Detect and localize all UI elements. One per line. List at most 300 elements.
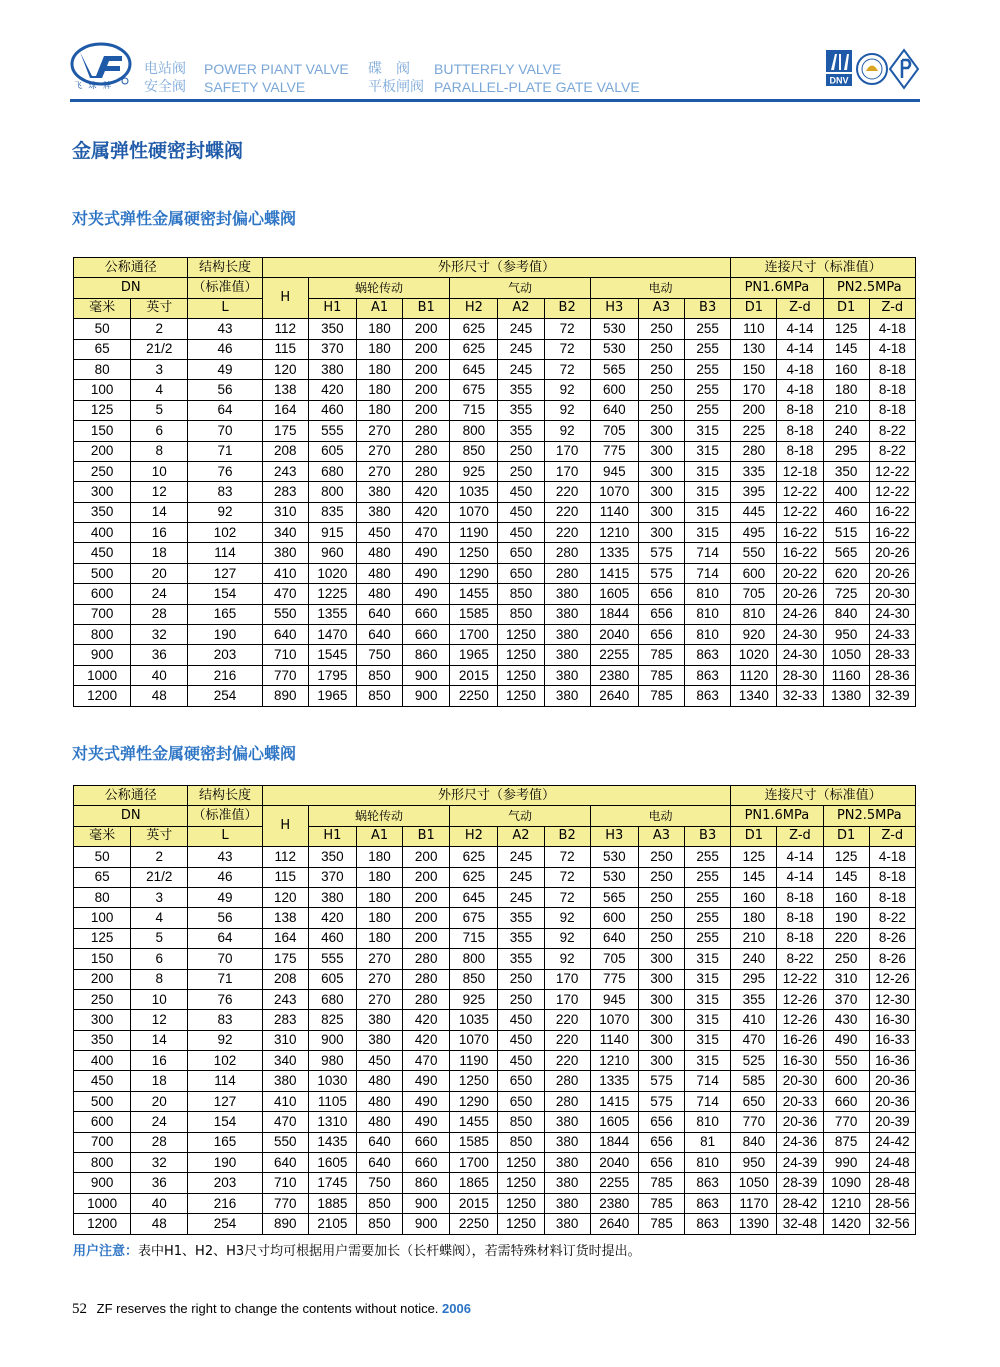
table-cell: 200 <box>74 441 131 461</box>
table-cell: 1200 <box>74 686 131 706</box>
table-row <box>74 400 916 420</box>
table-cell: 92 <box>544 908 590 928</box>
table-cell: 20-26 <box>777 584 823 604</box>
header-col: A2 <box>498 298 544 318</box>
table-cell: 605 <box>308 441 356 461</box>
table-cell: 565 <box>590 359 638 379</box>
table-cell: 125 <box>823 847 869 867</box>
table-cell: 890 <box>262 686 308 706</box>
table-row <box>74 928 916 948</box>
table-cell: 250 <box>498 989 544 1009</box>
table-cell: 40 <box>131 1193 188 1213</box>
page-title: 金属弹性硬密封蝶阀 <box>72 140 244 162</box>
table-row <box>74 604 916 624</box>
table-row <box>74 645 916 665</box>
table-cell: 850 <box>356 1214 402 1234</box>
table-cell: 420 <box>403 502 450 522</box>
table-cell: 255 <box>685 359 731 379</box>
table-cell: 800 <box>74 1153 131 1173</box>
table-cell: 450 <box>356 1051 402 1071</box>
table-cell: 950 <box>731 1153 777 1173</box>
table-cell: 770 <box>823 1112 869 1132</box>
table-cell: 114 <box>188 543 262 563</box>
header-col: A1 <box>356 298 402 318</box>
table-cell: 380 <box>544 1214 590 1234</box>
table-cell: 2640 <box>590 686 638 706</box>
table-cell: 280 <box>544 543 590 563</box>
table-cell: 1310 <box>308 1112 356 1132</box>
table-cell: 380 <box>544 645 590 665</box>
table-cell: 92 <box>544 928 590 948</box>
table-cell: 4-18 <box>869 847 915 867</box>
table-cell: 640 <box>590 928 638 948</box>
table-row <box>74 1153 916 1173</box>
table-cell: 200 <box>403 887 450 907</box>
table-cell: 49 <box>188 359 262 379</box>
header-h: H <box>262 806 308 847</box>
table-cell: 490 <box>403 1112 450 1132</box>
header-l: L <box>188 298 262 318</box>
table-row <box>74 969 916 989</box>
table-cell: 5 <box>131 928 188 948</box>
footer-year: 2006 <box>442 1301 471 1316</box>
table-cell: 12-18 <box>777 461 823 481</box>
table-cell: 83 <box>188 482 262 502</box>
table-cell: 350 <box>308 847 356 867</box>
table-cell: 410 <box>262 1091 308 1111</box>
header-row <box>74 258 916 278</box>
table-cell: 20-33 <box>777 1091 823 1111</box>
table-cell: 825 <box>308 1010 356 1030</box>
table-cell: 3 <box>131 359 188 379</box>
table-cell: 20-36 <box>869 1071 915 1091</box>
table-cell: 56 <box>188 380 262 400</box>
table-cell: 24-30 <box>777 625 823 645</box>
table-cell: 120 <box>262 887 308 907</box>
table-cell: 2250 <box>450 686 498 706</box>
table-cell: 863 <box>685 665 731 685</box>
table-cell: 656 <box>638 1112 684 1132</box>
table-cell: 470 <box>262 1112 308 1132</box>
table-cell: 2040 <box>590 625 638 645</box>
table-cell: 640 <box>356 1153 402 1173</box>
spec-table-2 <box>73 785 916 1235</box>
table-cell: 190 <box>188 625 262 645</box>
table-cell: 355 <box>731 989 777 1009</box>
table-cell: 220 <box>544 502 590 522</box>
header-connection: 连接尺寸（标准值） <box>731 786 916 806</box>
table-cell: 20-22 <box>777 563 823 583</box>
table-cell: 490 <box>403 563 450 583</box>
table-cell: 64 <box>188 400 262 420</box>
table-cell: 76 <box>188 989 262 1009</box>
table-cell: 150 <box>74 949 131 969</box>
table-cell: 860 <box>403 1173 450 1193</box>
table-cell: 785 <box>638 665 684 685</box>
table-cell: 255 <box>685 887 731 907</box>
table-cell: 714 <box>685 1091 731 1111</box>
table-cell: 138 <box>262 380 308 400</box>
table-cell: 530 <box>590 319 638 339</box>
table-cell: 21/2 <box>131 867 188 887</box>
table-cell: 255 <box>685 380 731 400</box>
table-cell: 770 <box>731 1112 777 1132</box>
table-cell: 460 <box>308 928 356 948</box>
table-cell: 863 <box>685 1193 731 1213</box>
table-cell: 295 <box>823 441 869 461</box>
table-cell: 300 <box>638 482 684 502</box>
table-cell: 170 <box>544 461 590 481</box>
table-cell: 640 <box>590 400 638 420</box>
table-cell: 72 <box>544 847 590 867</box>
table-cell: 80 <box>74 887 131 907</box>
table-cell: 410 <box>262 563 308 583</box>
table-cell: 255 <box>685 847 731 867</box>
table-row <box>74 1051 916 1071</box>
table-cell: 56 <box>188 908 262 928</box>
table-cell: 20 <box>131 563 188 583</box>
table-cell: 28-39 <box>777 1173 823 1193</box>
table-cell: 315 <box>685 523 731 543</box>
table-cell: 200 <box>403 319 450 339</box>
table-cell: 625 <box>450 847 498 867</box>
table-cell: 24-30 <box>869 604 915 624</box>
table-cell: 300 <box>638 1010 684 1030</box>
table-cell: 16-30 <box>869 1010 915 1030</box>
table-row <box>74 1214 916 1234</box>
table-cell: 1250 <box>498 645 544 665</box>
table-cell: 250 <box>638 319 684 339</box>
table-cell: 714 <box>685 543 731 563</box>
table-cell: 1420 <box>823 1214 869 1234</box>
header-length: 结构长度 <box>188 786 262 806</box>
table-cell: 310 <box>262 502 308 522</box>
table-row <box>74 1112 916 1132</box>
table-cell: 335 <box>731 461 777 481</box>
header-col1-cn: 电站阀 安全阀 <box>144 61 186 95</box>
table-cell: 1105 <box>308 1091 356 1111</box>
table-cell: 725 <box>823 584 869 604</box>
table-cell: 355 <box>498 400 544 420</box>
table-cell: 770 <box>262 1193 308 1213</box>
table-cell: 280 <box>544 1071 590 1091</box>
table-cell: 20-36 <box>777 1112 823 1132</box>
table-row <box>74 1091 916 1111</box>
table-cell: 850 <box>498 1132 544 1152</box>
table-cell: 400 <box>823 482 869 502</box>
table-cell: 203 <box>188 645 262 665</box>
table-cell: 255 <box>685 908 731 928</box>
table-cell: 8-18 <box>869 887 915 907</box>
table-cell: 125 <box>823 319 869 339</box>
table-cell: 28-48 <box>869 1173 915 1193</box>
table-cell: 480 <box>356 563 402 583</box>
table-cell: 1545 <box>308 645 356 665</box>
table-cell: 840 <box>823 604 869 624</box>
table-cell: 240 <box>731 949 777 969</box>
table-cell: 875 <box>823 1132 869 1152</box>
table-cell: 480 <box>356 584 402 604</box>
table-cell: 370 <box>823 989 869 1009</box>
table-cell: 1250 <box>450 543 498 563</box>
header-electric: 电动 <box>590 806 731 826</box>
table-cell: 380 <box>544 604 590 624</box>
table-cell: 200 <box>74 969 131 989</box>
table-cell: 810 <box>685 604 731 624</box>
table-cell: 28 <box>131 604 188 624</box>
table-cell: 225 <box>731 421 777 441</box>
table-cell: 250 <box>638 908 684 928</box>
table-cell: 450 <box>498 523 544 543</box>
header-col2-en: BUTTERFLY VALVE PARALLEL-PLATE GATE VALVE <box>434 61 640 95</box>
table-cell: 210 <box>731 928 777 948</box>
table-cell: 380 <box>544 1173 590 1193</box>
table-cell: 350 <box>308 319 356 339</box>
note-label: 用户注意： <box>73 1244 139 1259</box>
table-cell: 640 <box>356 1132 402 1152</box>
table-cell: 380 <box>308 359 356 379</box>
header-col: H3 <box>590 298 638 318</box>
table-cell: 24 <box>131 584 188 604</box>
table-cell: 280 <box>403 421 450 441</box>
table-cell: 355 <box>498 908 544 928</box>
table-cell: 380 <box>262 543 308 563</box>
header-worm-gear: 蜗轮传动 <box>308 806 449 826</box>
table-cell: 450 <box>498 1030 544 1050</box>
table-cell: 863 <box>685 1214 731 1234</box>
table-cell: 145 <box>823 867 869 887</box>
table-cell: 245 <box>498 339 544 359</box>
table-cell: 12-30 <box>869 989 915 1009</box>
table-cell: 640 <box>262 625 308 645</box>
table-cell: 650 <box>498 543 544 563</box>
table-cell: 255 <box>685 928 731 948</box>
table-cell: 16-22 <box>777 523 823 543</box>
table-cell: 705 <box>590 949 638 969</box>
table-cell: 945 <box>590 989 638 1009</box>
header-inch: 英寸 <box>131 298 188 318</box>
table-cell: 1795 <box>308 665 356 685</box>
table-cell: 254 <box>188 1214 262 1234</box>
table-row <box>74 482 916 502</box>
table-cell: 625 <box>450 867 498 887</box>
note-text: 表中H1、H2、H3尺寸均可根据用户需要加长（长杆蝶阀），若需特殊材料订货时提出。 <box>138 1244 641 1259</box>
header-pn25: PN2.5MPa <box>823 278 915 298</box>
table-cell: 810 <box>685 584 731 604</box>
table-cell: 8-18 <box>777 908 823 928</box>
table-cell: 450 <box>74 1071 131 1091</box>
table-row <box>74 441 916 461</box>
table-cell: 785 <box>638 645 684 665</box>
table-cell: 850 <box>498 584 544 604</box>
table-cell: 46 <box>188 339 262 359</box>
table-cell: 490 <box>403 1071 450 1091</box>
table-cell: 2105 <box>308 1214 356 1234</box>
table-cell: 280 <box>403 441 450 461</box>
table-cell: 145 <box>731 867 777 887</box>
table-cell: 750 <box>356 1173 402 1193</box>
table-cell: 705 <box>731 584 777 604</box>
header-col: A3 <box>638 298 684 318</box>
table-cell: 650 <box>498 1071 544 1091</box>
table-cell: 660 <box>403 625 450 645</box>
table-cell: 380 <box>308 887 356 907</box>
table-cell: 24-48 <box>869 1153 915 1173</box>
table-cell: 32-56 <box>869 1214 915 1234</box>
table-cell: 24-33 <box>869 625 915 645</box>
table-cell: 170 <box>544 989 590 1009</box>
table-cell: 48 <box>131 1214 188 1234</box>
table-cell: 16-22 <box>777 543 823 563</box>
table-cell: 1380 <box>823 686 869 706</box>
table-cell: 28-56 <box>869 1193 915 1213</box>
table-cell: 160 <box>823 359 869 379</box>
table-cell: 12-22 <box>869 482 915 502</box>
table-cell: 1415 <box>590 563 638 583</box>
table-cell: 315 <box>685 1051 731 1071</box>
table-cell: 420 <box>308 908 356 928</box>
table-cell: 250 <box>638 928 684 948</box>
header-col: A2 <box>498 826 544 846</box>
table-cell: 216 <box>188 665 262 685</box>
table-cell: 250 <box>498 441 544 461</box>
header-col: D1 <box>731 298 777 318</box>
table-cell: 76 <box>188 461 262 481</box>
table-cell: 300 <box>74 1010 131 1030</box>
table-cell: 785 <box>638 1214 684 1234</box>
table-row <box>74 1132 916 1152</box>
table-cell: 380 <box>356 482 402 502</box>
table-cell: 2380 <box>590 665 638 685</box>
table-cell: 380 <box>544 686 590 706</box>
table-cell: 1700 <box>450 625 498 645</box>
table-cell: 1455 <box>450 1112 498 1132</box>
table-cell: 550 <box>731 543 777 563</box>
table-cell: 8-22 <box>777 949 823 969</box>
table-cell: 1030 <box>308 1071 356 1091</box>
table-cell: 450 <box>356 523 402 543</box>
table-cell: 255 <box>685 400 731 420</box>
table-cell: 1070 <box>590 1010 638 1030</box>
table-cell: 445 <box>731 502 777 522</box>
table-row <box>74 523 916 543</box>
table-cell: 170 <box>544 969 590 989</box>
table-cell: 300 <box>638 989 684 1009</box>
table-cell: 1035 <box>450 1010 498 1030</box>
table-cell: 1070 <box>590 482 638 502</box>
header-col: B2 <box>544 298 590 318</box>
table-cell: 2255 <box>590 645 638 665</box>
table-cell: 860 <box>403 645 450 665</box>
table-cell: 125 <box>74 928 131 948</box>
table-cell: 250 <box>498 461 544 481</box>
table-cell: 92 <box>544 421 590 441</box>
table-cell: 92 <box>544 949 590 969</box>
table-cell: 370 <box>308 339 356 359</box>
table-cell: 270 <box>356 949 402 969</box>
table-cell: 255 <box>685 339 731 359</box>
table-cell: 660 <box>823 1091 869 1111</box>
table-row <box>74 421 916 441</box>
table-cell: 255 <box>685 319 731 339</box>
table-cell: 50 <box>74 319 131 339</box>
table-cell: 250 <box>638 887 684 907</box>
page-number: 52 <box>72 1301 87 1317</box>
table-cell: 200 <box>403 400 450 420</box>
table-cell: 460 <box>308 400 356 420</box>
table-cell: 16-26 <box>777 1030 823 1050</box>
table-cell: 216 <box>188 1193 262 1213</box>
table-cell: 72 <box>544 339 590 359</box>
header-row <box>74 298 916 318</box>
table-cell: 810 <box>685 1112 731 1132</box>
table-cell: 470 <box>403 1051 450 1071</box>
header-col: B3 <box>685 298 731 318</box>
table-cell: 24-30 <box>777 645 823 665</box>
table-cell: 420 <box>308 380 356 400</box>
table-cell: 180 <box>356 359 402 379</box>
table-cell: 1335 <box>590 543 638 563</box>
table-cell: 355 <box>498 380 544 400</box>
table-cell: 565 <box>823 543 869 563</box>
table-cell: 380 <box>544 1132 590 1152</box>
page-footer <box>72 1301 471 1318</box>
table-cell: 315 <box>685 461 731 481</box>
table-cell: 300 <box>638 441 684 461</box>
table-cell: 250 <box>638 339 684 359</box>
table-cell: 250 <box>638 359 684 379</box>
table-row <box>74 563 916 583</box>
table-cell: 410 <box>731 1010 777 1030</box>
table-cell: 835 <box>308 502 356 522</box>
table-cell: 210 <box>823 400 869 420</box>
table-cell: 900 <box>74 645 131 665</box>
table-cell: 300 <box>74 482 131 502</box>
table-cell: 300 <box>638 1051 684 1071</box>
table-cell: 310 <box>262 1030 308 1050</box>
table-cell: 600 <box>590 908 638 928</box>
table-cell: 380 <box>544 1153 590 1173</box>
table-cell: 102 <box>188 523 262 543</box>
header-worm-gear: 蜗轮传动 <box>308 278 449 298</box>
header-pn16: PN1.6MPa <box>731 278 823 298</box>
table-cell: 656 <box>638 1132 684 1152</box>
table-cell: 785 <box>638 1173 684 1193</box>
table-cell: 490 <box>403 584 450 604</box>
table-cell: 656 <box>638 625 684 645</box>
table-cell: 800 <box>450 949 498 969</box>
table-cell: 283 <box>262 1010 308 1030</box>
table-row <box>74 319 916 339</box>
table-cell: 40 <box>131 665 188 685</box>
table-cell: 2250 <box>450 1214 498 1234</box>
table-cell: 525 <box>731 1051 777 1071</box>
table-cell: 70 <box>188 421 262 441</box>
table-cell: 1250 <box>498 625 544 645</box>
table-cell: 160 <box>823 887 869 907</box>
table-row <box>74 665 916 685</box>
table-cell: 1885 <box>308 1193 356 1213</box>
table-cell: 4-18 <box>777 380 823 400</box>
table-cell: 8-18 <box>777 400 823 420</box>
table-cell: 1090 <box>823 1173 869 1193</box>
table-cell: 1415 <box>590 1091 638 1111</box>
table-cell: 48 <box>131 686 188 706</box>
table-cell: 1355 <box>308 604 356 624</box>
table-cell: 8-26 <box>869 949 915 969</box>
table-cell: 470 <box>731 1030 777 1050</box>
table-cell: 1210 <box>823 1193 869 1213</box>
